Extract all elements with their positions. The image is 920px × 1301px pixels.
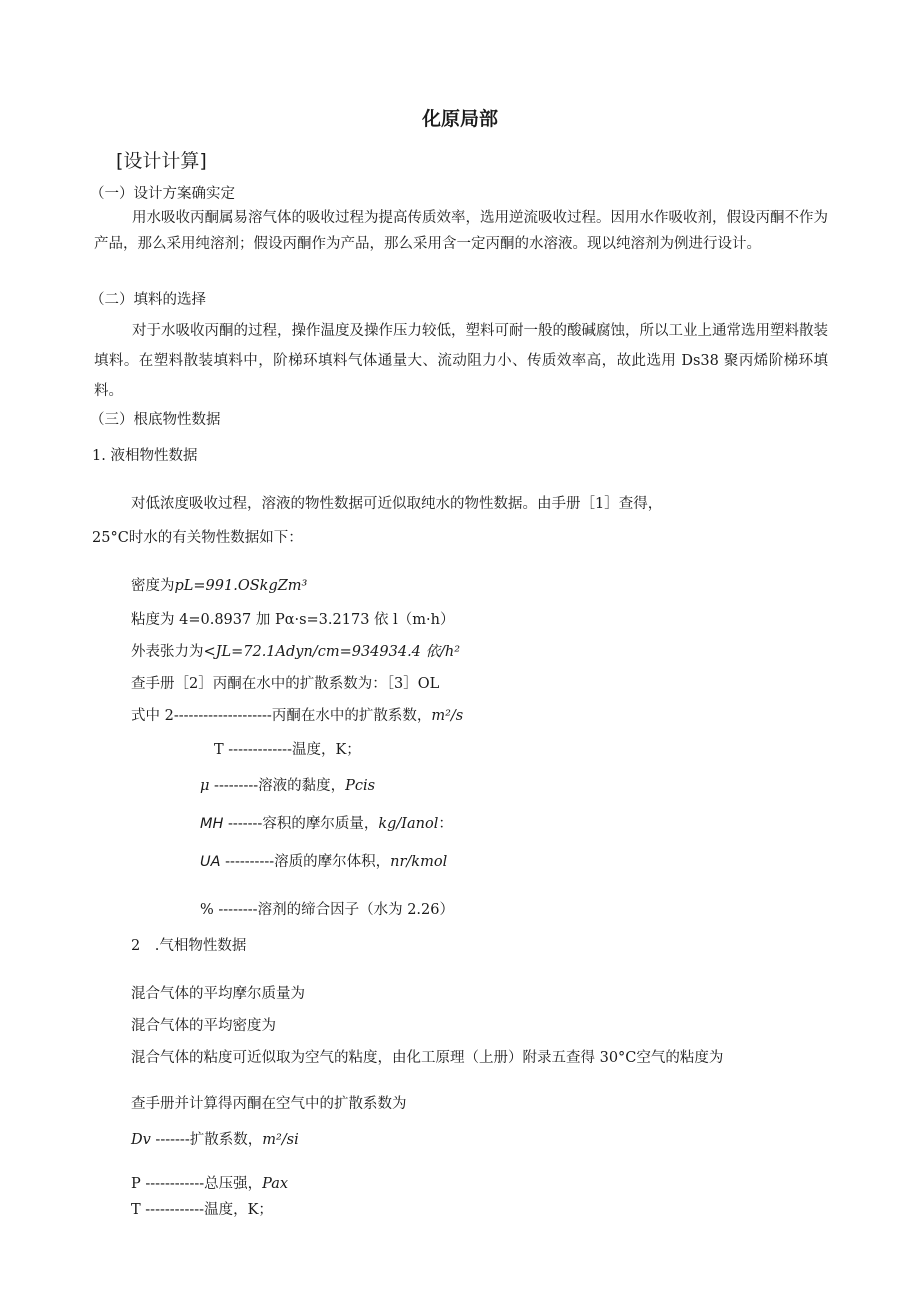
section1-paragraph: 用水吸收丙酮属易溶气体的吸收过程为提高传质效率，选用逆流吸收过程。因用水作吸收剂，假设丙酮不作为产品，那么采用纯溶剂；假设丙酮作为产品，那么采用含一定丙酮的水溶液。现以纯溶剂为例进行设计。 [94,210,828,252]
var-M-symbol: MH [200,816,224,832]
liquid-intro-line1: 对低浓度吸收过程，溶液的物性数据可近似取纯水的物性数据。由手册［1］查得， [131,496,663,512]
gas-avg-mass-line: 混合气体的平均摩尔质量为 [131,986,305,1002]
var-U-symbol: UA [200,854,221,870]
liquid-heading: 1. 液相物性数据 [92,448,198,464]
def-dashes: -------------------- [173,708,272,724]
var-Dv-line [131,1130,299,1150]
surface-tension-line [131,642,460,662]
density-line [131,576,307,596]
var-P-label: P ------------总压强， [131,1176,263,1192]
section2-heading: （二）填料的选择 [90,292,206,308]
var-T-line: T -------------温度，K； [214,742,361,758]
section-subtitle: [设计计算] [116,150,207,172]
page-title: 化原局部 [421,108,498,130]
viscosity-line: 粘度为 4=0.8937 加 Pα·s=3.2173 依 l（m·h） [131,612,455,628]
var-U-text: 溶质的摩尔体积， [274,854,391,870]
def-prefix: 式中 2 [131,708,174,724]
diffusion-line: 查手册［2］丙酮在水中的扩散系数为：［3］OL [131,676,440,692]
definition-line [131,706,463,726]
tension-value: <JL=72.1Adyn/cm=934934.4 依/h² [203,644,461,660]
section3-heading: （三）根底物性数据 [90,412,221,428]
var-M-line [200,814,453,834]
var-U-unit: nr/kmol [390,854,448,870]
def-text: 丙酮在水中的扩散系数， [271,708,432,724]
var-U-dash: ---------- [220,854,275,870]
section2-paragraph: 对于水吸收丙酮的过程，操作温度及操作压力较低，塑料可耐一般的酸碱腐蚀，所以工业上通常选用塑料散装填料。在塑料散装填料中，阶梯环填料气体通量大、流动阻力小、传质效率高，故此选用 Ds38 聚丙烯阶梯环填料。 [94,323,828,399]
gas-diffusion-line: 查手册并计算得丙酮在空气中的扩散系数为 [131,1096,407,1112]
section1-heading: （一）设计方案确实定 [90,186,235,202]
var-mu-line [200,776,375,796]
density-label: 密度为 [131,578,175,594]
def-unit: m²/s [431,708,464,724]
gas-heading: 2 .气相物性数据 [131,938,247,954]
var-T2-line: T ------------温度，K； [131,1202,273,1218]
var-Dv-dash: ------- [150,1132,190,1148]
var-mu-symbol: μ [200,778,210,794]
liquid-intro-line2: 25°C时水的有关物性数据如下： [92,530,303,546]
var-M-unit: kg/Ianol [378,816,439,832]
var-mu-unit: Pcis [345,778,376,794]
var-M-end: ： [438,816,453,832]
var-mu-text: 溶液的黏度， [258,778,346,794]
var-U-line [200,852,447,872]
tension-label: 外表张力为 [131,644,204,660]
var-P-line [131,1174,288,1194]
density-value: pL=991.OSkgZm³ [174,578,308,594]
var-M-dash: ------- [223,816,263,832]
gas-avg-density-line: 混合气体的平均密度为 [131,1018,276,1034]
var-Dv-text: 扩散系数， [189,1132,263,1148]
var-pct-line: % --------溶剂的缔合因子（水为 2.26） [200,902,454,918]
var-Dv-symbol: Dv [131,1132,151,1148]
var-mu-dash: --------- [209,778,259,794]
gas-viscosity-line: 混合气体的粘度可近似取为空气的粘度，由化工原理（上册）附录五查得 30°C空气的粘度为 [131,1050,724,1066]
var-Dv-unit: m²/si [262,1132,299,1148]
var-P-unit: Pax [262,1176,289,1192]
var-M-text: 容积的摩尔质量， [262,816,379,832]
